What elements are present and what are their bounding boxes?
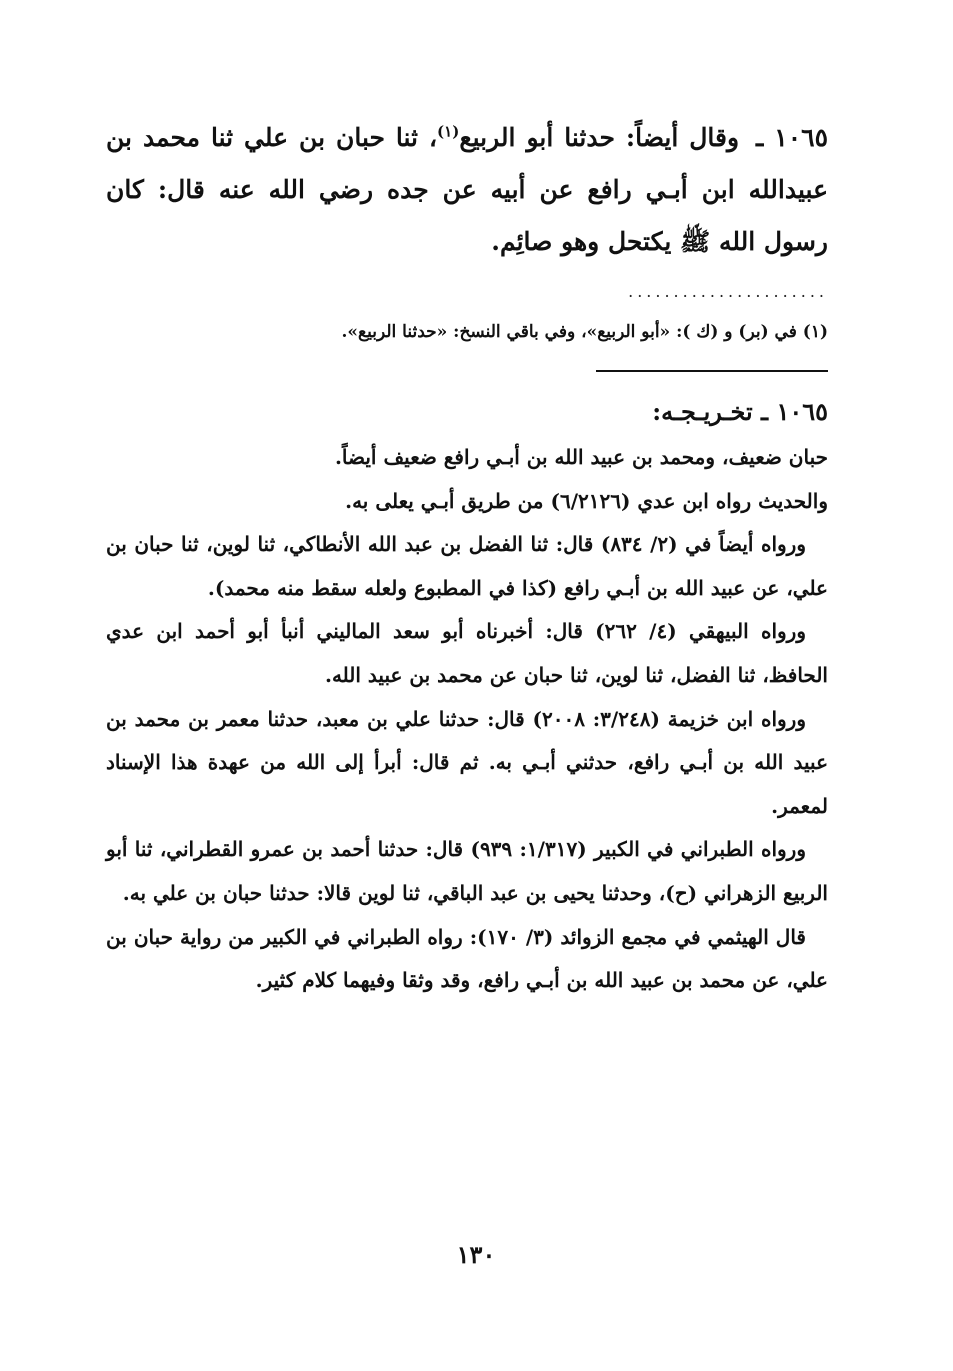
- hadith-text: [106, 112, 828, 268]
- footnote-separator-dots: ......................: [628, 282, 828, 301]
- page-number: ١٣٠: [456, 1240, 496, 1269]
- takhrij-paragraph: والحديث رواه ابن عدي (٦/٢١٢٦) من طريق أبـي يعلى به.: [345, 488, 828, 513]
- footnote-reference: (١): [437, 122, 460, 141]
- takhrij-body: [106, 436, 828, 1003]
- hadith-text-part2: ، ثنا حبان بن علي ثنا محمد بن عبيدالله ابن أبـي رافع عن أبيه عن جده رضي الله عنه قال: كان رسول الله ﷺ يكتحل وهو صائِم.: [106, 123, 828, 256]
- takhrij-paragraph: حبان ضعيف، ومحمد بن عبيد الله بن أبـي رافع ضعيف أيضاً.: [334, 445, 828, 469]
- takhrij-paragraph: قال الهيثمي في مجمع الزوائد (٣/ ١٧٠): رواه الطبراني في الكبير من رواية حبان بن علي، عن محمد بن عبيد الله بن أبـي رافع، وقد وثقا وفيهما كلام كثير.: [106, 924, 828, 993]
- takhrij-paragraph: ورواه أيضاً في (٢/ ٨٣٤) قال: ثنا الفضل بن عبد الله الأنطاكي، ثنا لوين، ثنا حبان بن علي، عن عبيد الله بن أبـي رافع (كذا في المطبوع ولعله سقط منه محمد).: [106, 532, 828, 600]
- hadith-text-part1: وقال أيضاً: حدثنا أبو الربيع: [459, 123, 740, 152]
- takhrij-paragraph: ورواه ابن خزيمة (٣/٢٤٨: ٢٠٠٨) قال: حدثنا علي بن معبد، حدثنا معمر بن محمد بن عبيد الله بن أبـي رافع، حدثني أبـي به. ثم قال: أبرأ إلى الله من عهدة هذا الإسناد لمعمر.: [106, 706, 828, 818]
- takhrij-heading: ١٠٦٥ ـ تخـريـجـه:: [652, 397, 828, 426]
- takhrij-paragraph: ورواه الطبراني في الكبير (١/٣١٧: ٩٣٩) قال: حدثنا أحمد بن عمرو القطراني، ثنا أبو الربيع الزهراني (ح)، وحدثنا يحيى بن عبد الباقي، ثنا لوين قالا: حدثنا حبان بن علي به.: [106, 837, 828, 905]
- hadith-number: ١٠٦٥ ـ: [756, 123, 828, 152]
- takhrij-paragraph: ورواه البيهقي (٤/ ٢٦٢) قال: أخبرناه أبو سعد الماليني أنبأ أبو أحمد ابن عدي الحافظ، ثنا الفضل، ثنا لوين، ثنا حبان عن محمد بن عبيد الله.: [106, 619, 828, 687]
- footnote: (١) في (بر) و (ك ): «أبو الربيع»، وفي باقي النسخ: «حدثنا الربيع».: [341, 322, 828, 342]
- section-divider: [596, 370, 828, 372]
